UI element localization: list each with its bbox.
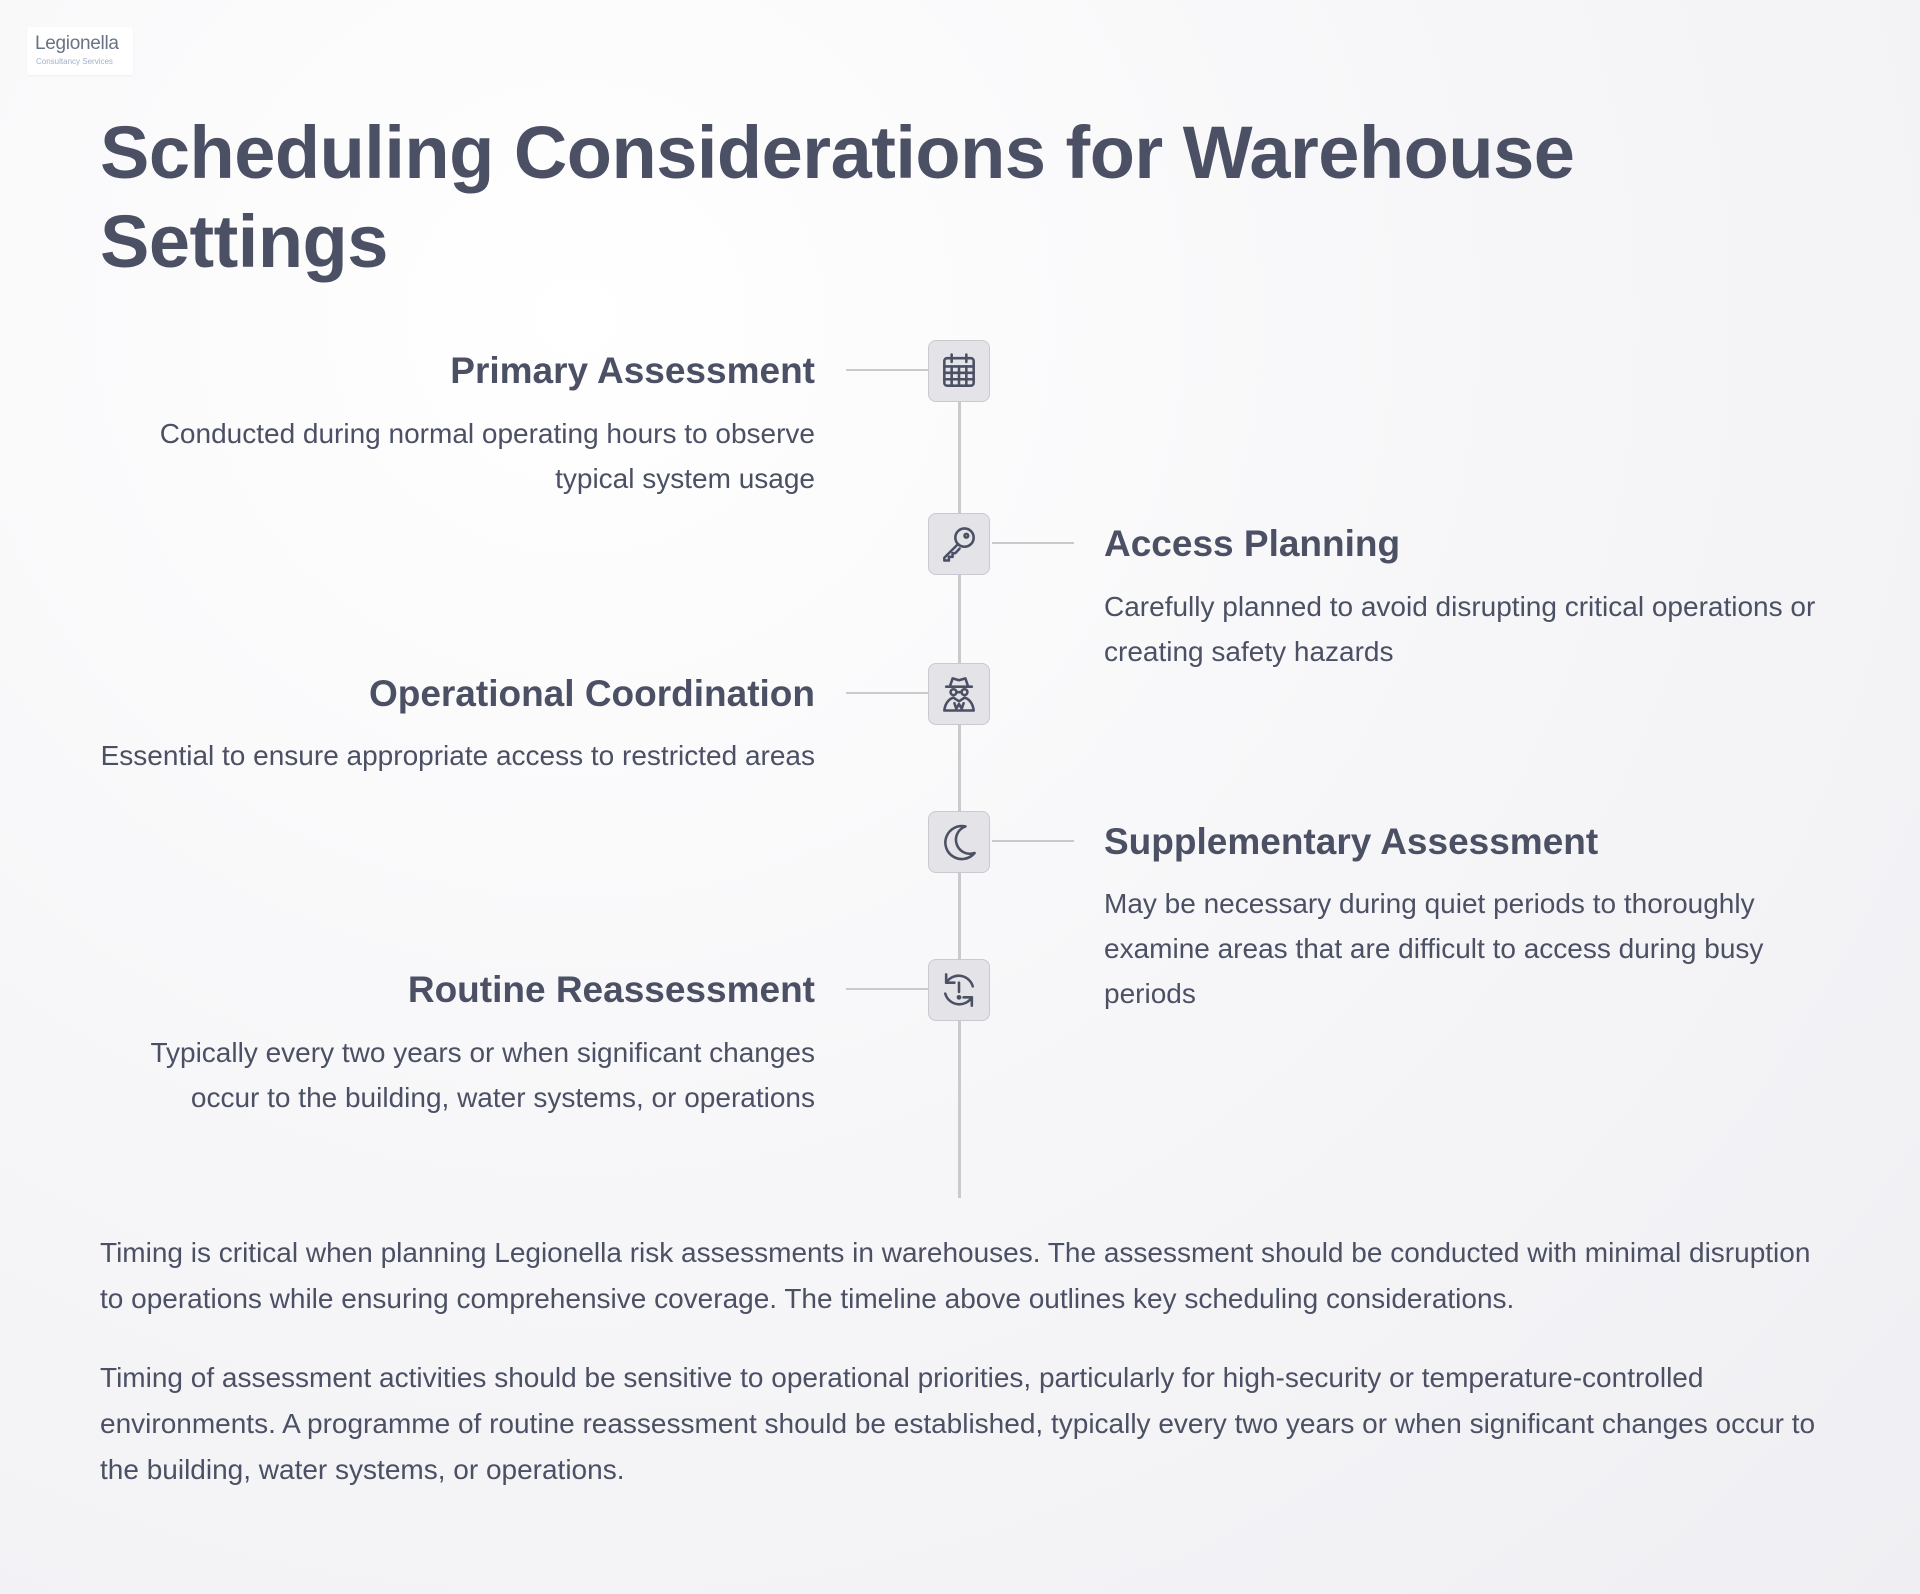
timeline-item-description: Conducted during normal operating hours to observe typical system usage: [159, 418, 815, 494]
timeline-marker: [928, 663, 990, 725]
timeline-connector: [846, 369, 928, 371]
calendar-icon: [937, 349, 981, 393]
company-logo: [27, 27, 133, 75]
timeline-spine: [958, 370, 961, 1198]
timeline-marker: [928, 811, 990, 873]
logo-name: Legionella: [35, 33, 119, 54]
spy-icon: [937, 672, 981, 716]
timeline-item-title: Supplementary Assessment: [1104, 821, 1599, 862]
timeline-item-description: Typically every two years or when significant changes occur to the building, water systems, or operations: [150, 1037, 815, 1113]
timeline-connector: [846, 988, 928, 990]
page-title: Scheduling Considerations for Warehouse Settings: [100, 111, 1575, 283]
body-paragraph: Timing is critical when planning Legionella risk assessments in warehouses. The assessment should be conducted with minimal disruption to operations while ensuring comprehensive coverage. The timeline above outlines key scheduling considerations.: [100, 1237, 1811, 1314]
timeline-connector: [846, 692, 928, 694]
body-paragraph: Timing of assessment activities should be sensitive to operational priorities, particularly for high-security or temperature-controlled environments. A programme of routine reassessment should be established, typically every two years or when significant changes occur to the building, water systems, or operations.: [100, 1362, 1816, 1485]
timeline-marker: [928, 340, 990, 402]
timeline-item-description: May be necessary during quiet periods to thoroughly examine areas that are difficult to access during busy periods: [1104, 888, 1764, 1009]
logo-tagline: Consultancy Services: [36, 57, 113, 66]
timeline-item-title: Routine Reassessment: [407, 969, 815, 1010]
timeline-marker: [928, 959, 990, 1021]
timeline-item-title: Operational Coordination: [368, 673, 815, 714]
key-icon: [937, 522, 981, 566]
moon-icon: [937, 820, 981, 864]
refresh-alert-icon: [937, 968, 981, 1012]
timeline-item-description: Carefully planned to avoid disrupting critical operations or creating safety hazards: [1104, 591, 1816, 667]
timeline-connector: [992, 840, 1074, 842]
timeline-marker: [928, 513, 990, 575]
timeline-connector: [992, 542, 1074, 544]
timeline-item-title: Primary Assessment: [450, 350, 815, 391]
timeline-item-description: Essential to ensure appropriate access to restricted areas: [100, 740, 815, 771]
timeline-item-title: Access Planning: [1104, 523, 1401, 564]
